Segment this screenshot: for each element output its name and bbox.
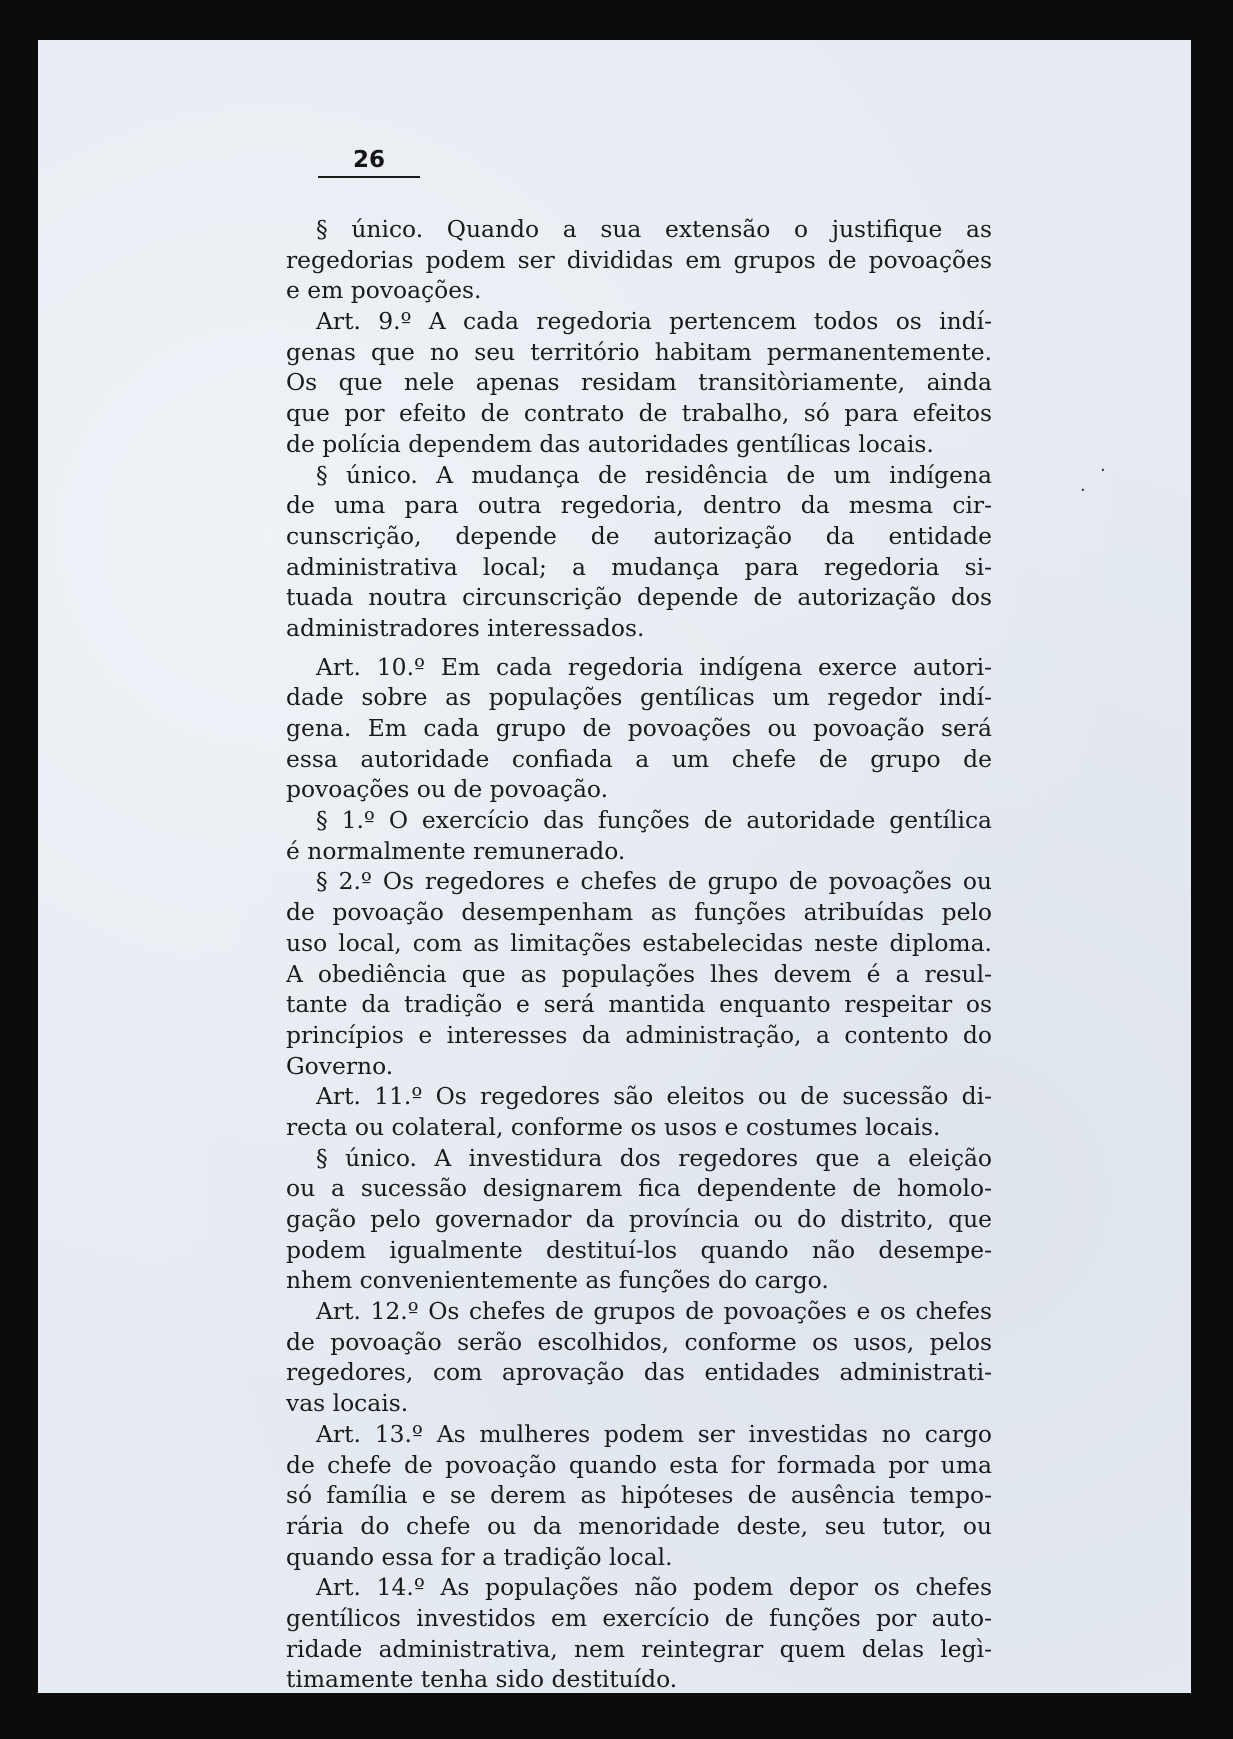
text-line: ridade administrativa, nem reintegrar quem delas legì- (286, 1634, 992, 1663)
text-line: Os que nele apenas residam transitòriamente, ainda (286, 368, 992, 397)
text-line: tuada noutra circunscrição depende de autorização dos (286, 583, 992, 612)
text-line: tante da tradição e será mantida enquanto respeitar os (286, 990, 992, 1019)
text-line: dade sobre as populações gentílicas um regedor indí- (286, 683, 992, 712)
text-line: Art. 10.º Em cada regedoria indígena exerce autori- (316, 652, 992, 681)
text-line: nhem convenientemente as funções do cargo. (286, 1266, 829, 1295)
text-line: gena. Em cada grupo de povoações ou povoação será (286, 714, 992, 742)
text-line: § 1.º O exercício das funções de autoridade gentílica (316, 806, 992, 835)
text-line: Art. 14.º As populações não podem depor os chefes (316, 1573, 992, 1602)
text-line: § 2.º Os regedores e chefes de grupo de povoações ou (316, 867, 992, 896)
text-line: recta ou colateral, conforme os usos e costumes locais. (286, 1112, 941, 1141)
text-line: regedores, com aprovação das entidades administrati- (286, 1358, 992, 1387)
text-line: essa autoridade confiada a um chefe de grupo de (286, 744, 992, 773)
text-line: que por efeito de contrato de trabalho, só para efeitos (286, 399, 992, 428)
text-line: povoações ou de povoação. (286, 775, 609, 804)
text-line: gentílicos investidos em exercício de funções por auto- (286, 1603, 992, 1632)
text-line: Art. 11.º Os regedores são eleitos ou de sucessão di- (316, 1082, 992, 1111)
text-line: de povoação serão escolhidos, conforme os usos, pelos (286, 1327, 992, 1356)
text-line: e em povoações. (286, 276, 482, 305)
text-line: § único. A mudança de residência de um indígena (316, 460, 992, 489)
text-line: A obediência que as populações lhes devem é a resul- (286, 959, 992, 988)
text-line: Art. 13.º As mulheres podem ser investidas no cargo (316, 1419, 992, 1448)
text-line: princípios e interesses da administração, a contento do (286, 1020, 992, 1049)
text-line: ou a sucessão designarem fica dependente de homolo- (286, 1174, 992, 1203)
text-line: gação pelo governador da província ou do distrito, que (286, 1205, 992, 1233)
text-line: § único. Quando a sua extensão o justifique as (316, 215, 992, 243)
text-line: vas locais. (286, 1389, 409, 1418)
text-line: Art. 9.º A cada regedoria pertencem todos os indí- (316, 307, 992, 336)
text-line: cunscrição, depende de autorização da entidade (286, 521, 992, 550)
text-line: quando essa for a tradição local. (286, 1542, 673, 1571)
text-line: regedorias podem ser divididas em grupos de povoações (286, 245, 992, 274)
text-line: administrativa local; a mudança para regedoria si- (286, 552, 992, 581)
text-line: de uma para outra regedoria, dentro da mesma cir- (286, 491, 992, 520)
page-number: 26 (318, 147, 420, 178)
text-line: é normalmente remunerado. (286, 836, 626, 865)
text-line: rária do chefe ou da menoridade deste, seu tutor, ou (286, 1511, 992, 1540)
text-line: administradores interessados. (286, 613, 645, 642)
text-line: de chefe de povoação quando esta for formada por uma (286, 1450, 992, 1479)
text-line: podem igualmente destituí-los quando não desempe- (286, 1235, 992, 1264)
scan-speck: · (1080, 480, 1086, 501)
text-line: de povoação desempenham as funções atribuídas pelo (286, 898, 992, 927)
text-line: § único. A investidura dos regedores que a eleição (316, 1143, 992, 1172)
text-line: de polícia dependem das autoridades gentílicas locais. (286, 429, 934, 458)
text-line: timamente tenha sido destituído. (286, 1665, 678, 1694)
text-line: genas que no seu território habitam permanentemente. (286, 337, 992, 366)
text-line: uso local, com as limitações estabelecidas neste diploma. (286, 928, 992, 957)
text-line: Art. 12.º Os chefes de grupos de povoações e os chefes (316, 1297, 992, 1326)
scan-speck: · (1100, 460, 1106, 481)
body-text (286, 214, 992, 1695)
text-line: só família e se derem as hipóteses de ausência tempo- (286, 1481, 992, 1510)
text-line: Governo. (286, 1051, 394, 1080)
paragraph-gap (286, 644, 992, 652)
